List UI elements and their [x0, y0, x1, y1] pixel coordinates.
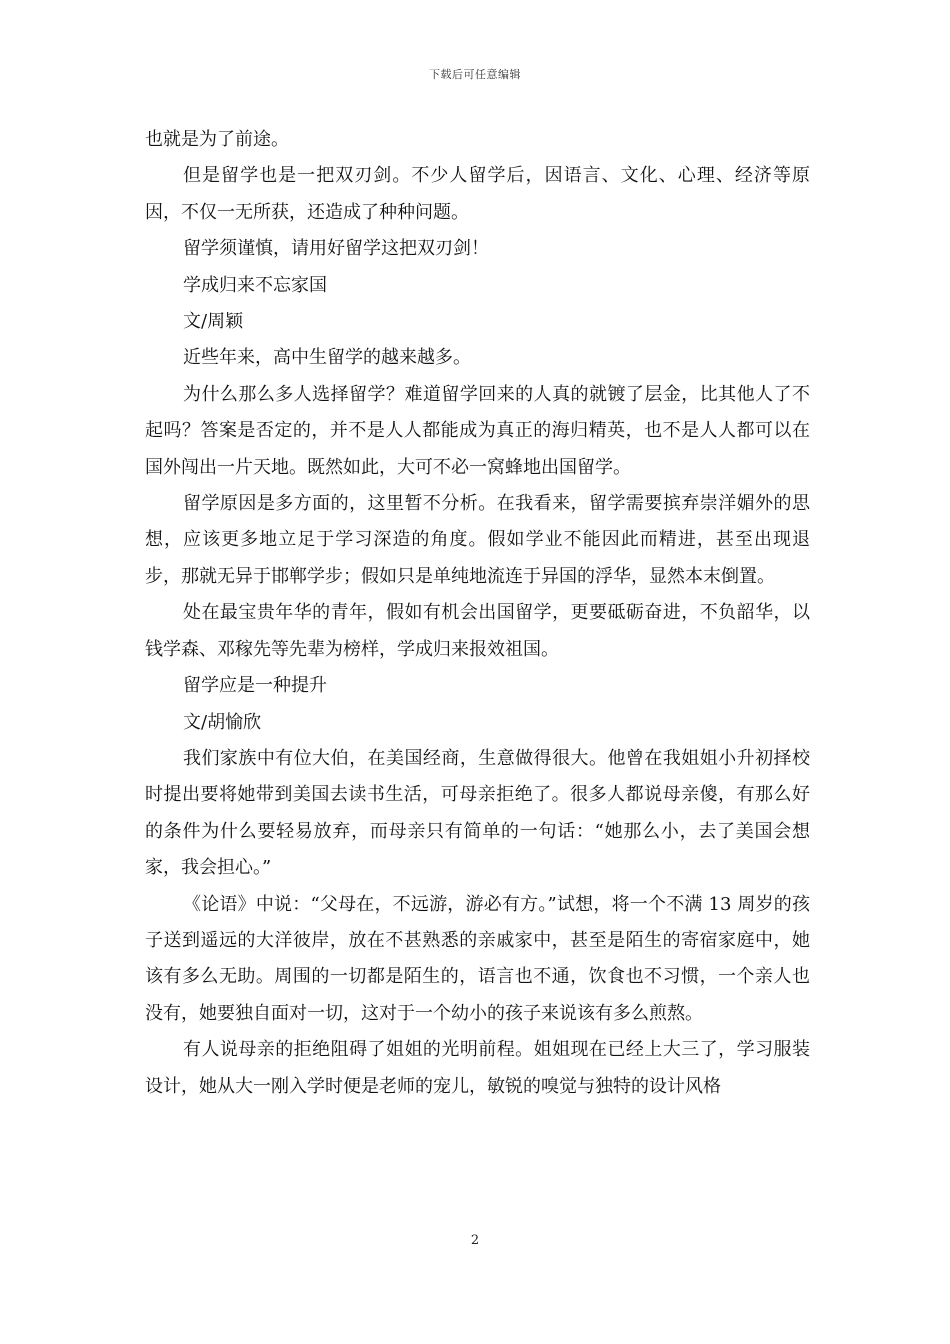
page-number: 2: [470, 1233, 480, 1248]
section-title: 学成归来不忘家国: [183, 274, 327, 296]
paragraph: 近些年来，高中生留学的越来越多。: [183, 347, 471, 369]
paragraph: 有人说母亲的拒绝阻碍了姐姐的光明前程。姐姐现在已经上大三了，学习服装设计，她从大一刚入学时便是老师的宠儿，敏锐的嗅觉与独特的设计风格: [145, 1039, 810, 1097]
document-body: [145, 122, 810, 1105]
paragraph: 留学须谨慎，请用好留学这把双刃剑！: [183, 238, 489, 260]
paragraph: 为什么那么多人选择留学？难道留学回来的人真的就镀了层金，比其他人了不起吗？答案是否定的，并不是人人都能成为真正的海归精英，也不是人人都可以在国外闯出一片天地。既然如此，大可不必一窝蜂地出国留学。: [145, 383, 810, 478]
paragraph: 但是留学也是一把双刃剑。不少人留学后，因语言、文化、心理、经济等原因，不仅一无所获，还造成了种种问题。: [145, 165, 810, 223]
section-title: 留学应是一种提升: [183, 675, 327, 697]
page-header: 下载后可任意编辑: [429, 68, 521, 81]
paragraph: 我们家族中有位大伯，在美国经商，生意做得很大。他曾在我姐姐小升初择校时提出要将她带到美国去读书生活，可母亲拒绝了。很多人都说母亲傻，有那么好的条件为什么要轻易放弃，而母亲只有简单的一句话：“她那么小，去了美国会想家，我会担心。”: [145, 747, 810, 879]
paragraph: 留学原因是多方面的，这里暂不分析。在我看来，留学需要摈弃崇洋媚外的思想，应该更多地立足于学习深造的角度。假如学业不能因此而精进，甚至出现退步，那就无异于邯郸学步；假如只是单纯地流连于异国的浮华，显然本末倒置。: [145, 493, 810, 587]
paragraph: 处在最宝贵年华的青年，假如有机会出国留学，更要砥砺奋进，不负韶华，以钱学森、邓稼先等先辈为榜样，学成归来报效祖国。: [145, 602, 810, 660]
paragraph: 也就是为了前途。: [145, 129, 289, 150]
author-byline: 文/胡愉欣: [183, 711, 262, 733]
paragraph: 《论语》中说：“父母在，不远游，游必有方。”试想，将一个不满 13 周岁的孩子送到遥远的大洋彼岸，放在不甚熟悉的亲戚家中，甚至是陌生的寄宿家庭中，她该有多么无助。周围的一切都是陌生的，语言也不通，饮食也不习惯，一个亲人也没有，她要独自面对一切，这对于一个幼小的孩子来说该有多么煎熬。: [145, 893, 810, 1024]
author-byline: 文/周颖: [183, 311, 244, 333]
